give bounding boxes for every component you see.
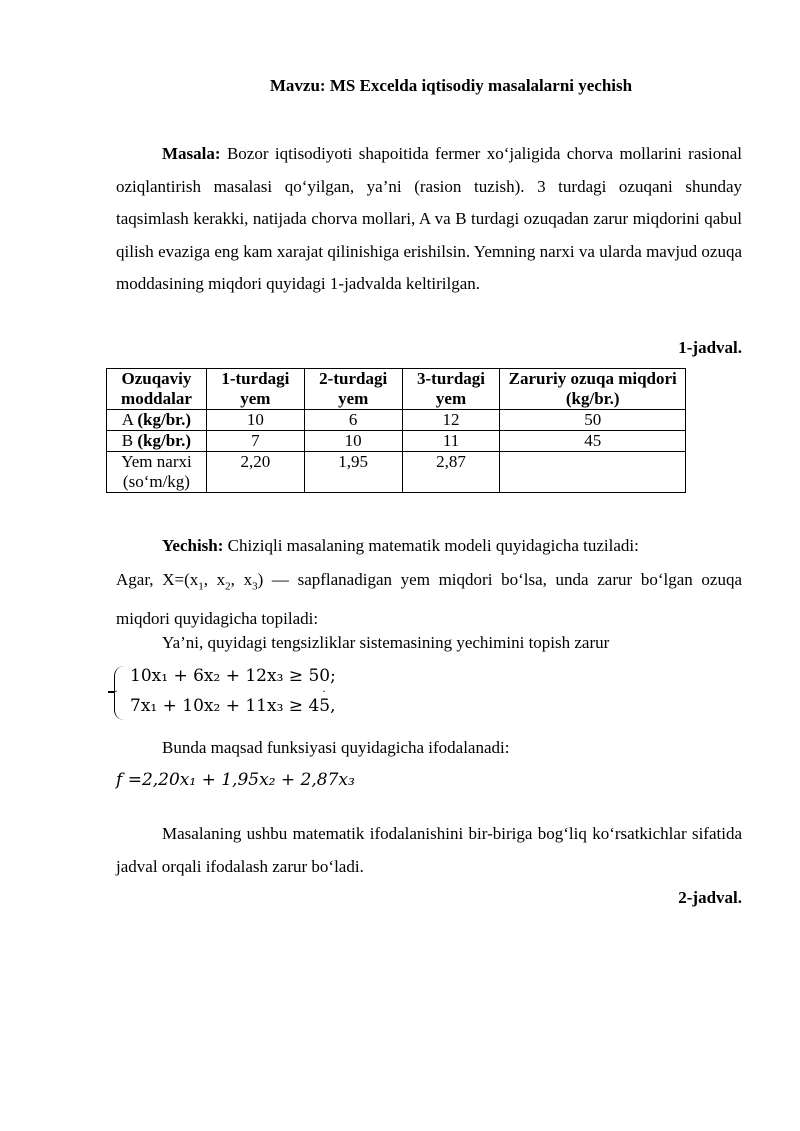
table-cell: 6 <box>304 410 402 431</box>
table-cell: 50 <box>500 410 686 431</box>
table1-caption: 1-jadval. <box>678 338 742 357</box>
row-label-cell <box>107 431 207 452</box>
dot-mark: · <box>322 684 326 698</box>
system-brace <box>114 666 129 720</box>
row-name: A <box>121 410 134 429</box>
inequality-1: 10x₁ + 6x₂ + 12x₃ ≥ 50; <box>130 666 336 686</box>
table-row <box>107 452 686 493</box>
feed-table <box>106 368 686 493</box>
page-title: Mavzu: MS Excelda iqtisodiy masalalarni yechish <box>269 76 633 95</box>
system-intro: Ya’ni, quyidagi tengsizliklar sistemasining yechimini topish zarur <box>162 633 610 652</box>
table-cell: 1,95 <box>304 452 402 493</box>
table2-caption: 2-jadval. <box>678 888 742 907</box>
solution-label: Yechish: <box>162 536 224 555</box>
agar-paragraph: Agar, $X=(x_1$, $x_2$, $x_3$) — sapflanadigan yem miqdori bo‘lsa, unda zarur bo‘lgan ozuqa miqdori quyidagicha topiladi: <box>116 570 743 628</box>
problem-label: Masala: <box>162 144 221 163</box>
table-cell: 7 <box>206 431 304 452</box>
row-name: B <box>121 431 134 450</box>
inequality-2: 7x₁ + 10x₂ + 11x₃ ≥ 45, <box>130 696 336 716</box>
closing-paragraph: Masalaning ushbu matematik ifodalanishini bir-biriga bog‘liq ko‘rsatkichlar sifatida jadval orqali ifodalash zarur bo‘ladi. <box>116 824 742 876</box>
row-label-cell <box>107 410 207 431</box>
problem-text: Bozor iqtisodiyoti shapoitida fermer xo‘jaligida chorva mollarini rasional oziqlantirish masalasi qo‘yilgan, ya’ni (rasion tuzish). 3 turdagi ozuqani shunday taqsimlash kerakki, natijada chorva mollari, A va B turdagi ozuqadan zarur miqdorini qabul qilish evaziga eng kam xarajat qilinishiga erishilsin. Yemning narxi va ularda mavjud ozuqa moddasining miqdori quyidagi 1-jadvalda keltirilgan. <box>116 144 742 293</box>
row-label-cell: Yem narxi (so‘m/kg) <box>107 452 207 493</box>
objective-function: f =2,20x₁ + 1,95x₂ + 2,87x₃ <box>116 770 355 790</box>
agar-post: ) — sapflanadigan yem miqdori bo‘lsa, unda zarur bo‘lgan ozuqa miqdori quyidagicha topiladi: <box>116 570 743 628</box>
row-unit: (kg/br.) <box>137 431 192 450</box>
table-row <box>107 431 686 452</box>
table-cell: 10 <box>304 431 402 452</box>
header-cell: 3-turdagi yem <box>402 369 500 410</box>
table-cell <box>500 452 686 493</box>
header-cell: Ozuqaviy moddalar <box>107 369 207 410</box>
agar-pre: Agar, X=(x <box>116 570 199 589</box>
row-unit: (kg/br.) <box>137 410 192 429</box>
dot-mark: · <box>114 684 118 698</box>
table-cell: 2,87 <box>402 452 500 493</box>
header-cell: Zaruriy ozuqa miqdori (kg/br.) <box>500 369 686 410</box>
table-cell: 11 <box>402 431 500 452</box>
objective-intro: Bunda maqsad funksiyasi quyidagicha ifodalanadi: <box>162 738 510 757</box>
header-cell: 1-turdagi yem <box>206 369 304 410</box>
table-cell: 10 <box>206 410 304 431</box>
problem-paragraph <box>116 138 742 301</box>
table-row <box>107 410 686 431</box>
header-cell: 2-turdagi yem <box>304 369 402 410</box>
table-cell: 2,20 <box>206 452 304 493</box>
table-header-row <box>107 369 686 410</box>
table-cell: 12 <box>402 410 500 431</box>
solution-intro <box>116 530 742 563</box>
solution-intro-text: Chiziqli masalaning matematik modeli quyidagicha tuziladi: <box>223 536 639 555</box>
table-cell: 45 <box>500 431 686 452</box>
